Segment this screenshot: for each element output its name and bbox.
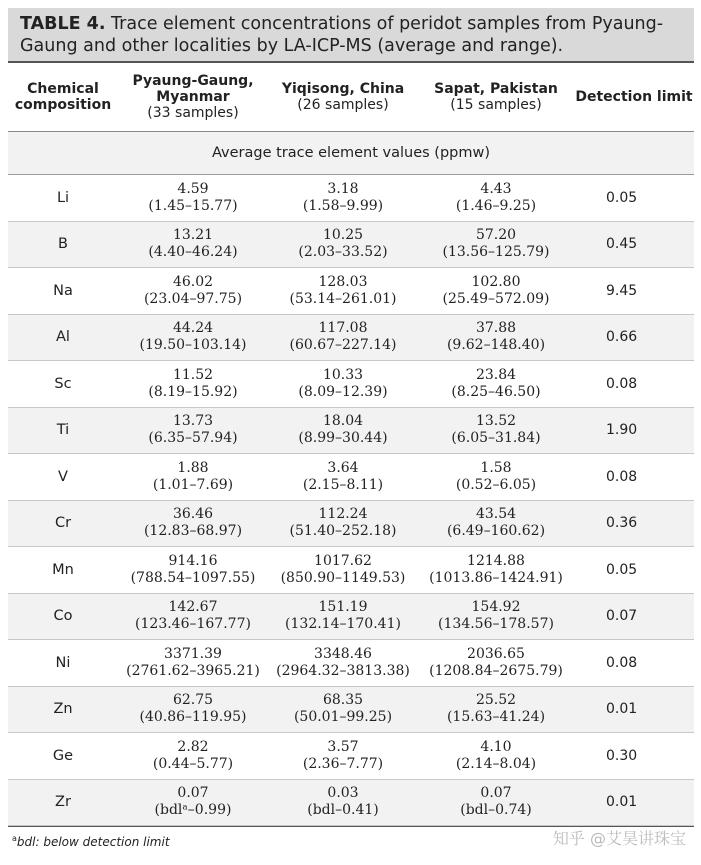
average-value: 43.54	[475, 506, 517, 523]
table-row	[8, 268, 694, 315]
average-value: 23.84	[475, 366, 517, 383]
element-cell: Co	[53, 608, 73, 625]
average-value: 4.43	[480, 180, 512, 197]
table-row	[8, 594, 694, 641]
average-value: 1214.88	[467, 552, 525, 569]
range-value: (123.46–167.77)	[135, 616, 251, 633]
value-cell	[418, 739, 574, 773]
table-header	[8, 61, 694, 132]
table-row	[8, 733, 694, 780]
value-cell	[118, 599, 268, 633]
average-value: 13.21	[172, 227, 214, 244]
element-cell: Zn	[53, 701, 73, 718]
range-value: (2.15–8.11)	[302, 476, 384, 493]
value-cell	[418, 367, 574, 401]
header-sapat: Sapat, Pakistan (15 samples)	[434, 81, 558, 113]
range-value: (4.40–46.24)	[148, 244, 238, 261]
header-detection-limit: Detection limit	[575, 89, 693, 105]
range-value: (2.36–7.77)	[302, 755, 384, 772]
average-value: 154.92	[471, 599, 521, 616]
value-cell	[268, 367, 418, 401]
value-cell	[418, 274, 574, 308]
range-value: (15.63–41.24)	[446, 709, 546, 726]
table-row	[8, 315, 694, 362]
range-value: (13.56–125.79)	[442, 244, 550, 261]
range-value: (bdl–0.74)	[460, 802, 532, 819]
value-cell	[118, 553, 268, 587]
value-cell	[418, 413, 574, 447]
caption-text: Trace element concentrations of peridot samples from Pyaung-Gaung and other localities by LA-ICP-MS (average and range).	[20, 14, 664, 56]
detection-limit-cell: 0.08	[606, 468, 638, 485]
average-value: 142.67	[168, 599, 218, 616]
value-cell	[118, 646, 268, 680]
range-value: (40.86–119.95)	[139, 709, 247, 726]
element-cell: B	[58, 236, 68, 253]
detection-limit-cell: 0.66	[606, 329, 638, 346]
value-cell	[268, 739, 418, 773]
range-value: (bdl–0.41)	[307, 802, 379, 819]
table-caption	[8, 8, 694, 61]
table-row	[8, 408, 694, 455]
value-cell	[118, 506, 268, 540]
table-body	[8, 175, 694, 826]
average-value: 1.58	[480, 459, 512, 476]
value-cell	[118, 367, 268, 401]
range-value: (2.03–33.52)	[298, 244, 388, 261]
average-value: 128.03	[318, 273, 368, 290]
value-cell	[268, 506, 418, 540]
average-value: 13.52	[475, 413, 517, 430]
value-cell	[268, 413, 418, 447]
range-value: (6.49–160.62)	[446, 523, 546, 540]
range-value: (12.83–68.97)	[143, 523, 243, 540]
value-cell	[268, 692, 418, 726]
value-cell	[268, 646, 418, 680]
range-value: (bdlᵃ–0.99)	[154, 802, 232, 819]
range-value: (6.35–57.94)	[148, 430, 238, 447]
range-value: (19.50–103.14)	[139, 337, 247, 354]
table-row	[8, 640, 694, 687]
value-cell	[118, 785, 268, 819]
table-figure	[8, 8, 694, 851]
average-value: 10.25	[322, 227, 364, 244]
value-cell	[118, 460, 268, 494]
range-value: (53.14–261.01)	[289, 290, 397, 307]
range-value: (1.46–9.25)	[455, 197, 537, 214]
average-value: 11.52	[172, 366, 214, 383]
footnote-text: bdl: below detection limit	[16, 835, 170, 849]
value-cell	[418, 646, 574, 680]
value-cell	[268, 553, 418, 587]
range-value: (8.19–15.92)	[148, 383, 238, 400]
value-cell	[268, 785, 418, 819]
value-cell	[268, 599, 418, 633]
range-value: (2761.62–3965.21)	[126, 662, 260, 679]
range-value: (0.52–6.05)	[455, 476, 537, 493]
detection-limit-cell: 0.07	[606, 608, 638, 625]
element-cell: Ni	[55, 654, 71, 671]
range-value: (50.01–99.25)	[293, 709, 393, 726]
detection-limit-cell: 0.05	[606, 561, 638, 578]
average-value: 0.07	[177, 785, 209, 802]
range-value: (51.40–252.18)	[289, 523, 397, 540]
table-footnote	[8, 826, 694, 851]
average-value: 3.64	[327, 459, 359, 476]
average-value: 25.52	[475, 692, 517, 709]
range-value: (2.14–8.04)	[455, 755, 537, 772]
element-cell: Zr	[55, 794, 71, 811]
value-cell	[418, 227, 574, 261]
element-cell: Ge	[52, 747, 74, 764]
average-value: 117.08	[318, 320, 368, 337]
range-value: (60.67–227.14)	[289, 337, 397, 354]
average-value: 4.59	[177, 180, 209, 197]
detection-limit-cell: 0.45	[606, 236, 638, 253]
element-cell: Sc	[54, 375, 72, 392]
average-value: 4.10	[480, 738, 512, 755]
average-value: 914.16	[168, 552, 218, 569]
detection-limit-cell: 9.45	[606, 282, 638, 299]
caption-label: TABLE 4.	[20, 14, 106, 34]
average-value: 3.57	[327, 738, 359, 755]
value-cell	[118, 692, 268, 726]
header-pyaung-gaung: Pyaung-Gaung, Myanmar (33 samples)	[132, 73, 254, 121]
average-value: 1017.62	[314, 552, 372, 569]
value-cell	[418, 553, 574, 587]
average-value: 3348.46	[314, 645, 372, 662]
average-value: 2036.65	[467, 645, 525, 662]
detection-limit-cell: 0.30	[606, 747, 638, 764]
footnote-mark: a	[12, 834, 17, 843]
range-value: (1.01–7.69)	[152, 476, 234, 493]
value-cell	[268, 227, 418, 261]
value-cell	[118, 274, 268, 308]
range-value: (0.44–5.77)	[152, 755, 234, 772]
table-row	[8, 687, 694, 734]
range-value: (8.25–46.50)	[451, 383, 541, 400]
average-value: 10.33	[322, 366, 364, 383]
range-value: (1013.86–1424.91)	[429, 569, 563, 586]
value-cell	[418, 506, 574, 540]
range-value: (134.56–178.57)	[438, 616, 554, 633]
average-value: 44.24	[172, 320, 214, 337]
table-row	[8, 222, 694, 269]
element-cell: Mn	[52, 561, 74, 578]
element-cell: V	[58, 468, 68, 485]
detection-limit-cell: 0.36	[606, 515, 638, 532]
detection-limit-cell: 0.01	[606, 701, 638, 718]
table-row	[8, 454, 694, 501]
value-cell	[268, 320, 418, 354]
value-cell	[418, 599, 574, 633]
range-value: (6.05–31.84)	[451, 430, 541, 447]
value-cell	[268, 274, 418, 308]
average-value: 0.07	[480, 785, 512, 802]
element-cell: Ti	[56, 422, 70, 439]
value-cell	[118, 320, 268, 354]
range-value: (23.04–97.75)	[143, 290, 243, 307]
table-row	[8, 780, 694, 827]
value-cell	[418, 181, 574, 215]
value-cell	[268, 460, 418, 494]
element-cell: Li	[56, 189, 70, 206]
average-value: 68.35	[322, 692, 364, 709]
header-yiqisong: Yiqisong, China (26 samples)	[281, 81, 405, 113]
average-value: 0.03	[327, 785, 359, 802]
average-value: 18.04	[322, 413, 364, 430]
value-cell	[418, 785, 574, 819]
value-cell	[118, 739, 268, 773]
value-cell	[118, 227, 268, 261]
average-value: 57.20	[475, 227, 517, 244]
element-cell: Al	[56, 329, 70, 346]
detection-limit-cell: 1.90	[606, 422, 638, 439]
average-value: 3371.39	[164, 645, 222, 662]
range-value: (8.09–12.39)	[298, 383, 388, 400]
value-cell	[418, 320, 574, 354]
range-value: (8.99–30.44)	[298, 430, 388, 447]
detection-limit-cell: 0.05	[606, 189, 638, 206]
average-value: 37.88	[475, 320, 517, 337]
range-value: (132.14–170.41)	[285, 616, 401, 633]
average-value: 112.24	[318, 506, 368, 523]
range-value: (9.62–148.40)	[446, 337, 546, 354]
average-value: 36.46	[172, 506, 214, 523]
table-row	[8, 175, 694, 222]
detection-limit-cell: 0.08	[606, 654, 638, 671]
table-subheader: Average trace element values (ppmw)	[8, 132, 694, 175]
value-cell	[118, 181, 268, 215]
table-row	[8, 361, 694, 408]
value-cell	[418, 460, 574, 494]
value-cell	[268, 181, 418, 215]
average-value: 13.73	[172, 413, 214, 430]
range-value: (2964.32–3813.38)	[276, 662, 410, 679]
average-value: 151.19	[318, 599, 368, 616]
header-chemical-composition: Chemical composition	[14, 81, 112, 113]
range-value: (850.90–1149.53)	[280, 569, 406, 586]
value-cell	[118, 413, 268, 447]
range-value: (25.49–572.09)	[442, 290, 550, 307]
average-value: 3.18	[327, 180, 359, 197]
range-value: (1.45–15.77)	[148, 197, 238, 214]
average-value: 62.75	[172, 692, 214, 709]
range-value: (1208.84–2675.79)	[429, 662, 563, 679]
value-cell	[418, 692, 574, 726]
average-value: 2.82	[177, 738, 209, 755]
table-row	[8, 501, 694, 548]
average-value: 46.02	[172, 273, 214, 290]
watermark-text: 知乎 @艾昊讲珠宝	[552, 829, 686, 848]
detection-limit-cell: 0.01	[606, 794, 638, 811]
table-row	[8, 547, 694, 594]
range-value: (1.58–9.99)	[302, 197, 384, 214]
detection-limit-cell: 0.08	[606, 375, 638, 392]
element-cell: Na	[53, 282, 73, 299]
range-value: (788.54–1097.55)	[130, 569, 256, 586]
average-value: 1.88	[177, 459, 209, 476]
element-cell: Cr	[54, 515, 72, 532]
average-value: 102.80	[471, 273, 521, 290]
